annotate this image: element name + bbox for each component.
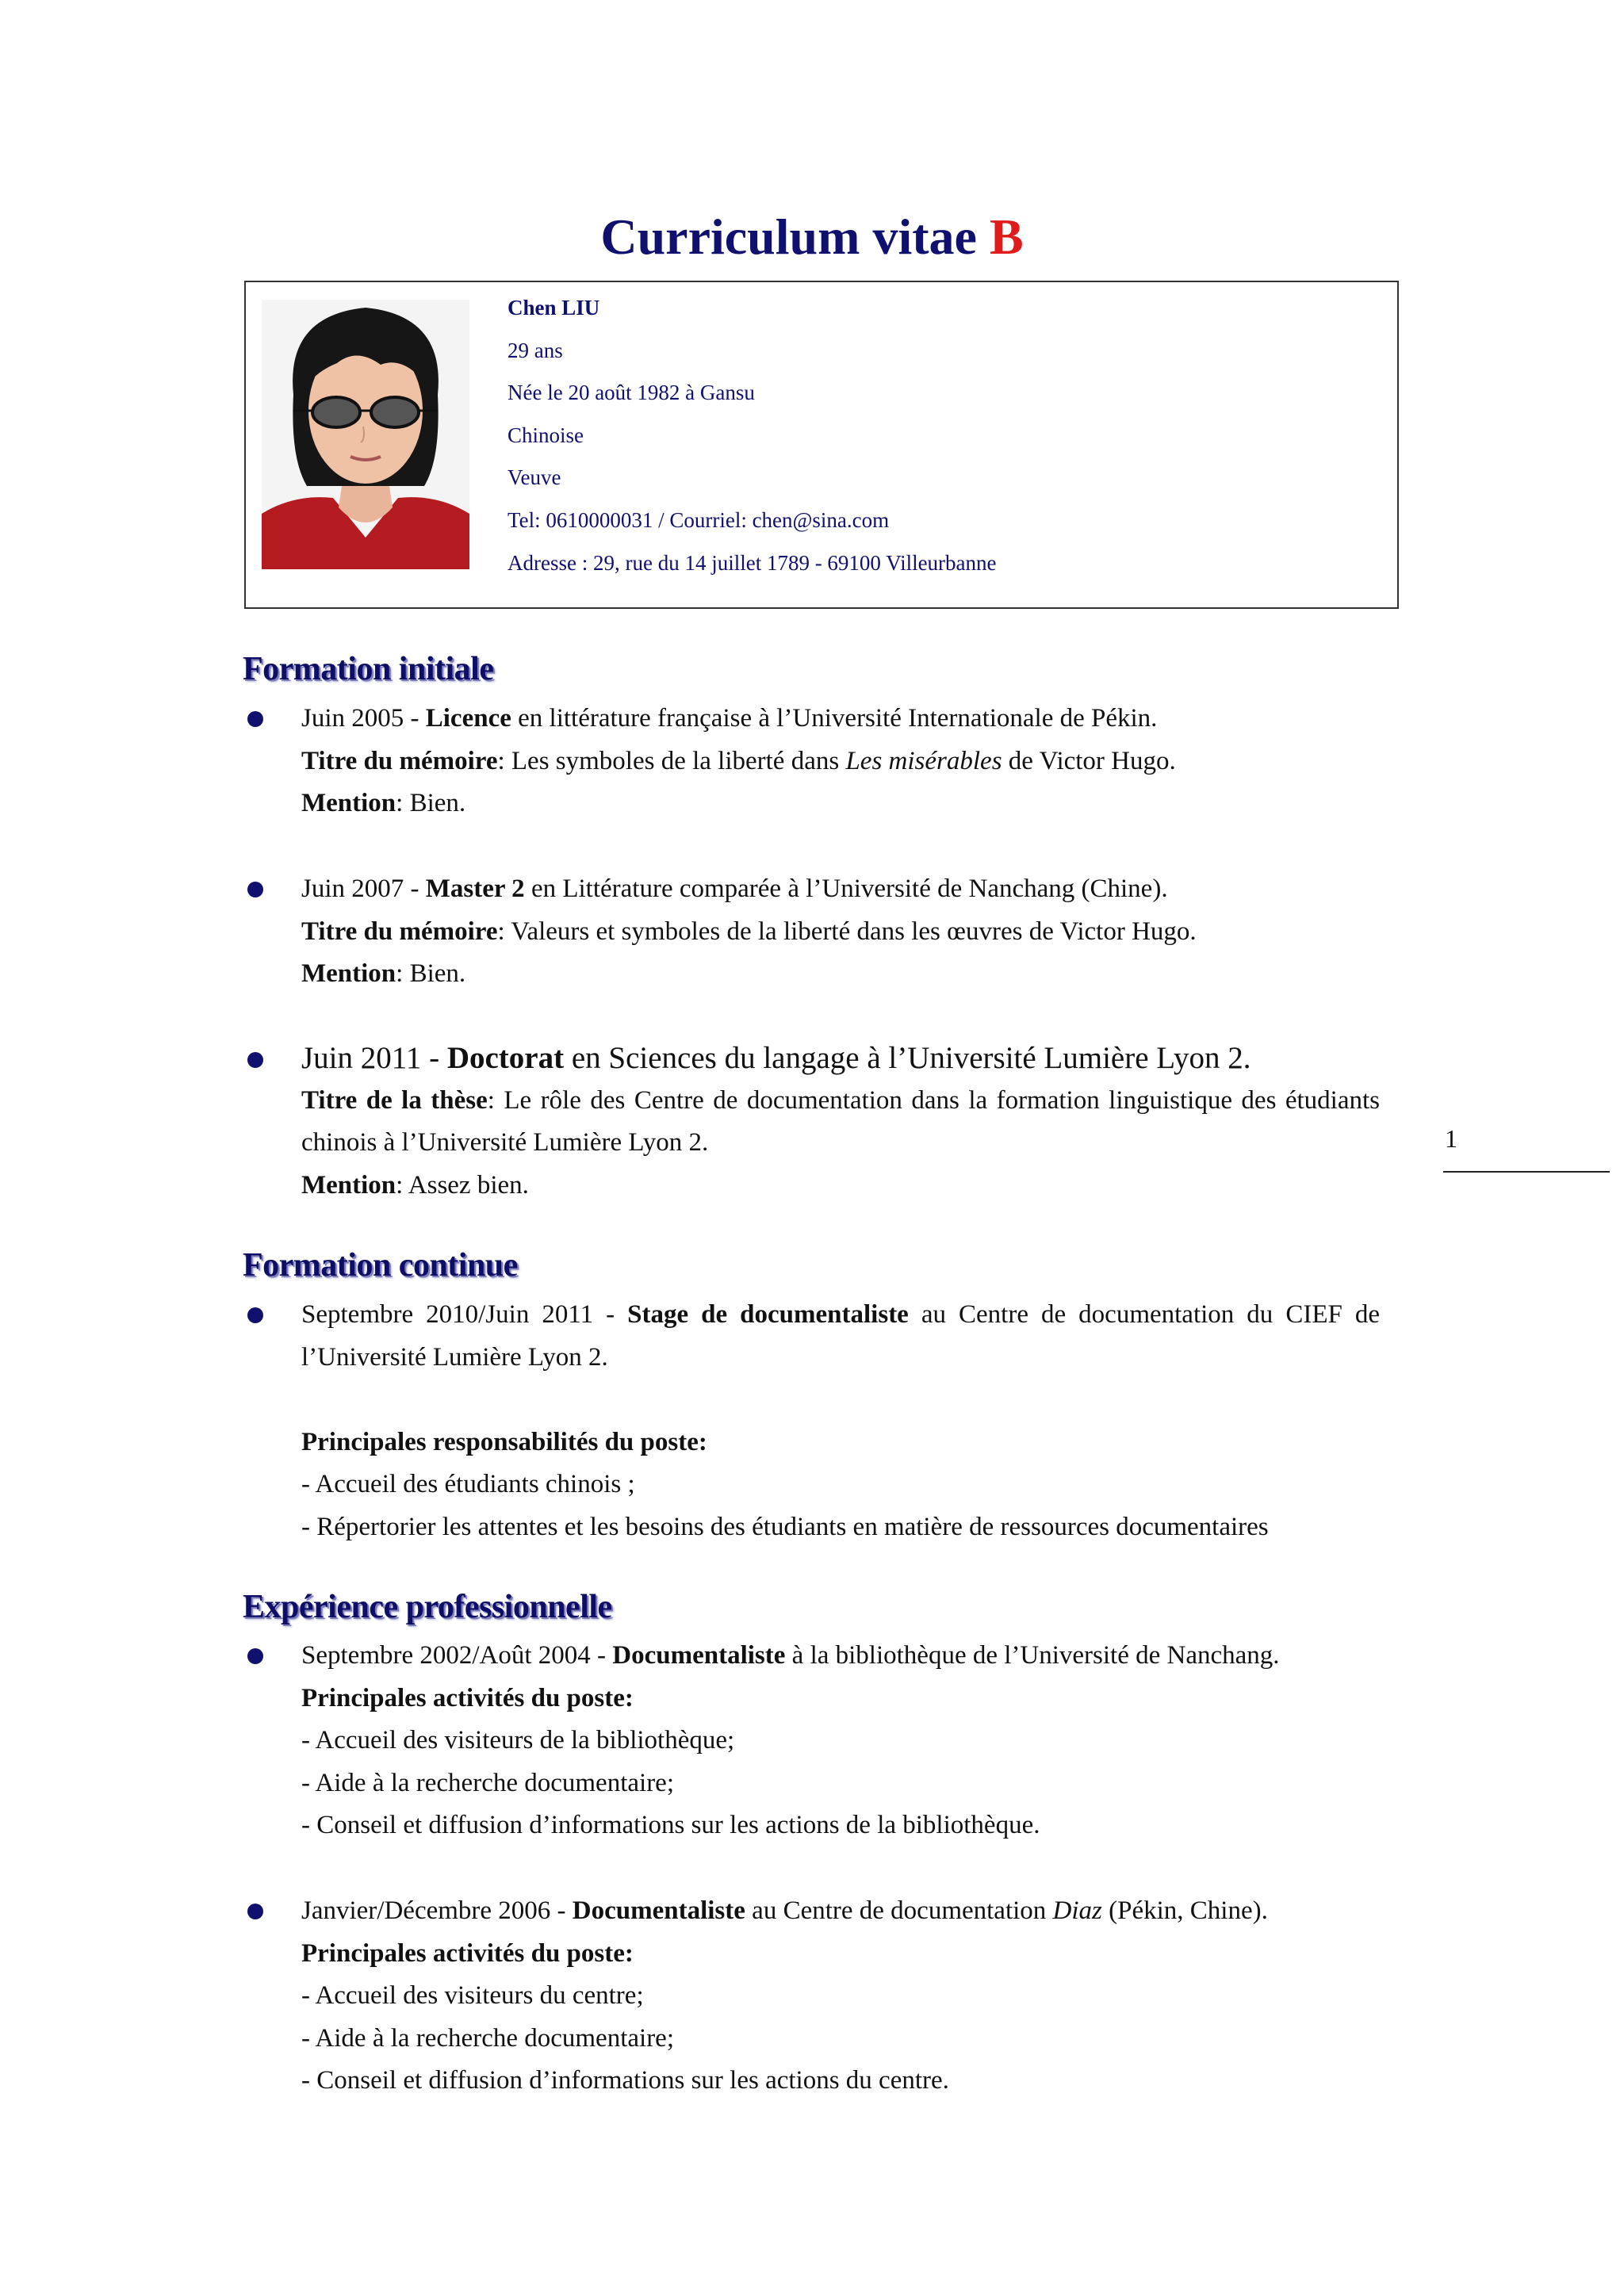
entry-degree: Doctorat [446,1041,565,1075]
activity-item: - Aide à la recherche documentaire; [301,2023,674,2053]
person-contact: Tel: 0610000031 / Courriel: chen@sina.com [508,507,890,532]
responsibility-item: - Accueil des étudiants chinois ; [301,1470,635,1499]
entry-role: Documentaliste [612,1641,786,1670]
bullet-icon [247,711,263,727]
bullet-icon [247,1052,263,1068]
center-name: Diaz [1052,1896,1102,1925]
activity-item: - Conseil et diffusion d’informations sur les actions du centre. [301,2066,949,2095]
entry-description: en Sciences du langage à l’Université Lumière Lyon 2. [564,1041,1251,1075]
mention-label: Mention [301,959,396,989]
activity-item: - Conseil et diffusion d’informations sur les actions de la bibliothèque. [301,1811,1040,1840]
person-birth: Née le 20 août 1982 à Gansu [508,381,755,405]
entry-description: au Centre de documentation du CIEF de l’Université Lumière Lyon 2. [301,1300,1381,1372]
activities-label: Principales activités du poste: [301,1938,634,1968]
list-item [301,1294,1380,1549]
entry-description: à la bibliothèque de l’Université de Nanchang. [785,1641,1280,1670]
responsibilities-label: Principales responsabilités du poste: [301,1427,707,1456]
thesis-label: Titre de la thèse [301,1085,488,1115]
entry-location: (Pékin, Chine). [1101,1896,1268,1925]
activities-label: Principales activités du poste: [301,1683,634,1712]
mention-label: Mention [301,1170,396,1200]
title-letter: B [989,209,1024,265]
entry-date: Septembre 2010/Juin 2011 - [301,1300,628,1329]
heading-formation-initiale: Formation initiale [243,651,494,687]
entry-date: Septembre 2002/Août 2004 - [301,1641,613,1670]
entry-date: Janvier/Décembre 2006 - [301,1896,573,1925]
thesis-text-end: de Victor Hugo. [1002,746,1176,775]
activity-item: - Accueil des visiteurs du centre; [301,1981,644,2011]
mention-value: : Assez bien. [396,1170,529,1200]
list-item [301,698,1380,825]
entry-date: Juin 2011 - [301,1041,447,1075]
mention-value: : Bien. [396,789,466,818]
thesis-label: Titre du mémoire [301,916,498,946]
heading-formation-continue: Formation continue [243,1247,518,1284]
activity-item: - Aide à la recherche documentaire; [301,1768,674,1797]
entry-description: en littérature française à l’Université Internationale de Pékin. [511,704,1158,733]
heading-experience: Expérience professionnelle [243,1589,612,1625]
profile-photo [262,300,469,569]
mention-label: Mention [301,789,396,818]
entry-date: Juin 2005 - [301,704,426,733]
activity-item: - Accueil des visiteurs de la bibliothèque; [301,1726,735,1755]
thesis-text: : Le rôle des Centre de documentation dans la formation linguistique des étudiants chinois à l’Université Lumière Lyon 2. [301,1085,1381,1158]
identity-details [508,287,997,584]
person-status: Veuve [508,465,561,490]
page-number-rule [1443,1171,1610,1173]
list-item [301,868,1380,996]
page-number: 1 [1445,1124,1457,1153]
list-item [301,1037,1380,1207]
page-title [0,208,1624,266]
bullet-icon [247,1648,263,1664]
title-text: Curriculum vitae [600,209,977,265]
mention-value: : Bien. [396,959,466,989]
thesis-text: : Les symboles de la liberté dans [497,746,846,775]
thesis-work-title: Les misérables [845,746,1002,775]
entry-description: en Littérature comparée à l’Université de Nanchang (Chine). [524,874,1168,903]
identity-box [244,281,1399,609]
thesis-label: Titre du mémoire [301,746,498,775]
thesis-text: : Valeurs et symboles de la liberté dans les œuvres de Victor Hugo. [497,916,1197,946]
person-name: Chen LIU [508,296,600,320]
bullet-icon [247,1307,263,1323]
person-address: Adresse : 29, rue du 14 juillet 1789 - 69100 Villeurbanne [508,550,997,575]
entry-degree: Licence [425,704,511,733]
portrait-image [262,300,469,569]
entry-role: Documentaliste [572,1896,745,1925]
person-nationality: Chinoise [508,423,584,447]
entry-description: au Centre de documentation [745,1896,1053,1925]
bullet-icon [247,882,263,897]
list-item [301,1890,1380,2103]
list-item [301,1635,1380,1847]
entry-degree: Master 2 [425,874,525,903]
entry-date: Juin 2007 - [301,874,426,903]
entry-role: Stage de documentaliste [627,1300,909,1329]
person-age: 29 ans [508,338,563,362]
bullet-icon [247,1904,263,1919]
responsibility-item: - Répertorier les attentes et les besoins des étudiants en matière de ressources documentaires [301,1512,1269,1541]
